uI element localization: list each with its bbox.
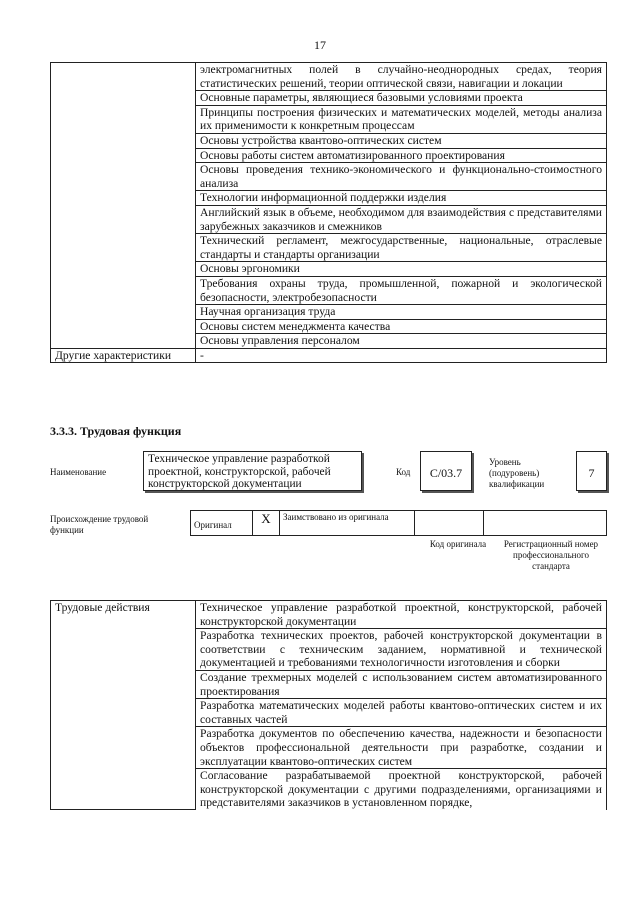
labor-actions-label: Трудовые действия <box>51 601 196 810</box>
function-code-box: С/03.7 <box>420 451 472 491</box>
table-cell-empty <box>51 63 196 349</box>
table-cell: Разработка математических моделей работы квантово-оптических систем и их составных частей <box>196 699 607 727</box>
table-cell: Основы управления персоналом <box>196 334 607 349</box>
qualification-level-box: 7 <box>576 451 607 491</box>
table-cell: Основы систем менеджмента качества <box>196 319 607 334</box>
other-characteristics-value: - <box>196 348 607 363</box>
code-original-cell <box>415 511 484 536</box>
table-cell: Техническое управление разработкой проектной, конструкторской, рабочей конструкторской документации <box>196 601 607 629</box>
name-label: Наименование <box>50 467 107 477</box>
original-mark: X <box>253 511 280 536</box>
table-cell: Разработка технических проектов, рабочей конструкторской документации в соответствии с техническим заданием, нормативной и технической документацией и требованиями технологичности изготовления и сборки <box>196 629 607 671</box>
table-cell: Разработка документов по обеспечению качества, надежности и безопасности объектов профессиональной деятельности при разработке, создании и эксплуатации квантово-оптических систем <box>196 727 607 769</box>
table-cell: Основы проведения технико-экономического и функционально-стоимостного анализа <box>196 163 607 191</box>
section-heading: 3.3.3. Трудовая функция <box>50 424 182 438</box>
function-name-box: Техническое управление разработкой проектной, конструкторской, рабочей конструкторской документации <box>143 451 362 491</box>
table-cell: Технологии информационной поддержки изделия <box>196 191 607 206</box>
knowledge-table <box>50 62 607 363</box>
table-cell: Требования охраны труда, промышленной, пожарной и экологической безопасности, электробезопасности <box>196 276 607 304</box>
code-label: Код <box>396 467 411 477</box>
table-cell: Научная организация труда <box>196 305 607 320</box>
borrowed-label: Заимствовано из оригинала <box>280 511 415 536</box>
origin-label: Происхождение трудовой функции <box>50 514 149 535</box>
table-row <box>51 348 607 363</box>
other-characteristics-label: Другие характеристики <box>51 348 196 363</box>
table-cell: Основы работы систем автоматизированного проектирования <box>196 148 607 163</box>
table-cell: Основные параметры, являющиеся базовыми условиями проекта <box>196 91 607 106</box>
table-row <box>191 511 607 536</box>
table-cell: Основы устройства квантово-оптических систем <box>196 133 607 148</box>
table-cell: Создание трехмерных моделей с использованием систем автоматизированного проектирования <box>196 670 607 698</box>
table-cell: Принципы построения физических и математических моделей, методы анализа их применимости к конкретным процессам <box>196 105 607 133</box>
table-cell: Согласование разрабатываемой проектной конструкторской, рабочей конструкторской документации с другими подразделениями, организациями и представителями заказчиков в установленном порядке, <box>196 769 607 810</box>
table-row <box>51 601 607 629</box>
table-cell: Технический регламент, межгосударственные, национальные, отраслевые стандарты и стандарты организации <box>196 234 607 262</box>
page-number: 17 <box>314 38 326 52</box>
origin-table <box>190 510 607 536</box>
table-cell: электромагнитных полей в случайно-неоднородных средах, теория статистических решений, теории оптической связи, навигации и локации <box>196 63 607 91</box>
labor-actions-table <box>50 600 607 810</box>
table-row <box>51 63 607 91</box>
original-label: Оригинал <box>191 511 253 536</box>
code-original-caption: Код оригинала <box>429 539 487 549</box>
table-cell: Английский язык в объеме, необходимом для взаимодействия с представителями зарубежных заказчиков и смежников <box>196 205 607 233</box>
reg-number-caption: Регистрационный номер профессионального стандарта <box>503 539 599 571</box>
qualification-level-label: Уровень (подуровень) квалификации <box>489 457 545 489</box>
reg-number-cell <box>484 511 607 536</box>
table-cell: Основы эргономики <box>196 262 607 277</box>
